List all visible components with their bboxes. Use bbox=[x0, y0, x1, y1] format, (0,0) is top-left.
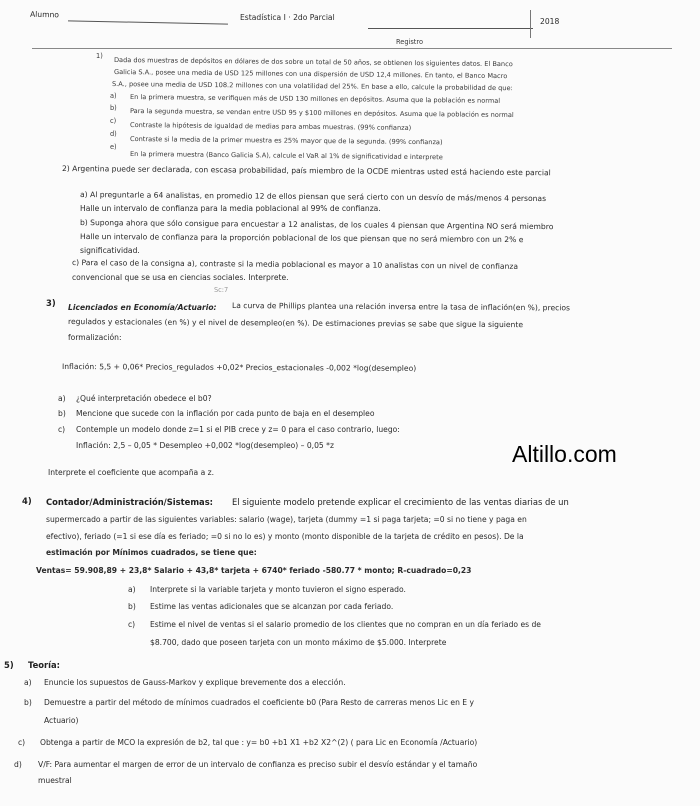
q4-line: estimación por Mínimos cuadrados, se tiene que: bbox=[46, 548, 257, 557]
q3-item-label: c) bbox=[58, 425, 66, 434]
q4-item-text: Estime el nivel de ventas si el salario promedio de los clientes que no compran en un día feriado es de bbox=[150, 620, 541, 629]
q5-item-label: a) bbox=[24, 678, 32, 687]
q2-b-line: b) Suponga ahora que sólo consigue para encuestar a 12 analistas, de los cuales 4 piensan que Argentina NO será miembro bbox=[79, 218, 554, 232]
alumno-line bbox=[68, 20, 228, 24]
q5-item-text: V/F: Para aumentar el margen de error de un intervalo de confianza es preciso subir el desvío estándar y el tamaño bbox=[38, 760, 478, 769]
q3-line: La curva de Phillips plantea una relación inversa entre la tasa de inflación(en %), precios bbox=[231, 301, 571, 313]
q5-item-text: Obtenga a partir de MCO la expresión de b2, tal que : y= b0 +b1 X1 +b2 X2^(2) ( para Lic en Economía /Actuario) bbox=[40, 738, 478, 747]
q2-c-line: c) Para el caso de la consigna a), contraste si la media poblacional es mayor a 10 analistas con un nivel de confianza bbox=[71, 258, 519, 271]
q2-a-line: a) Al preguntarle a 64 analistas, en promedio 12 de ellos piensan que será cierto con un desvío de más/menos 4 personas bbox=[79, 190, 547, 204]
q3-line: regulados y estacionales (en %) y el nivel de desempleo(en %). De estimaciones previas se sabe que sigue la siguiente bbox=[67, 317, 524, 330]
q5-item-label: c) bbox=[18, 738, 26, 747]
q4-heading: Contador/Administración/Sistemas: bbox=[46, 497, 214, 507]
q4-line: supermercado a partir de las siguientes variables: salario (wage), tarjeta (dummy =1 si paga tarjeta; =0 si no tiene y paga en bbox=[46, 515, 527, 524]
q5-item-text: Actuario) bbox=[44, 716, 79, 725]
q4-line: efectivo), feriado (=1 si ese día es feriado; =0 si no lo es) y monto (monto disponible de la tarjeta de crédito en pesos). De la bbox=[46, 532, 524, 541]
header-bottom-line bbox=[32, 48, 672, 49]
q1-item-text: Para la segunda muestra, se vendan entre USD 95 y $100 millones en depósitos. Asuma que la población es normal bbox=[129, 107, 514, 120]
q1-item-label: d) bbox=[110, 130, 117, 138]
handwritten-scribble: Sc:7 bbox=[214, 286, 229, 294]
q2-intro: 2) Argentina puede ser declarada, con escasa probabilidad, país miembro de la OCDE mientras usted está haciendo este parcial bbox=[61, 164, 551, 178]
q1-item-text: Contraste si la media de la primer muestra es 25% mayor que de la segunda. (99% confianza) bbox=[129, 135, 443, 147]
q1-item-label: b) bbox=[110, 104, 117, 112]
exam-year: 2018 bbox=[540, 17, 560, 26]
q3-item-label: b) bbox=[58, 409, 66, 418]
q5-number: 5) bbox=[4, 660, 14, 670]
q5-heading: Teoría: bbox=[28, 660, 61, 670]
q3-formula-2: Inflación: 2,5 – 0,05 * Desempleo +0,002 *log(desempleo) – 0,05 *z bbox=[76, 441, 334, 450]
q4-number: 4) bbox=[22, 496, 32, 506]
q1-item-text: En la primera muestra, se verifiquen más de USD 130 millones en depósitos. Asuma que la población es normal bbox=[129, 93, 501, 105]
q3-interprete: Interprete el coeficiente que acompaña a z. bbox=[48, 468, 215, 477]
watermark-text: Altillo.com bbox=[512, 441, 617, 467]
q5-item-text: muestral bbox=[38, 776, 72, 785]
exam-title: Estadística I · 2do Parcial bbox=[240, 13, 335, 22]
q2-b-line: Halle un intervalo de confianza para la proporción poblacional de los que piensan que no será miembro con un 2% e bbox=[79, 232, 524, 245]
q1-line: S.A., posee una media de USD 108.2 millones con una volatilidad del 25%. En base a ello, calcule la probabilidad de que: bbox=[111, 80, 513, 93]
registro-label: Registro bbox=[396, 38, 423, 46]
q2-c-line: convencional que se usa en ciencias sociales. Interprete. bbox=[72, 273, 289, 282]
header-divider bbox=[530, 10, 531, 38]
q4-item-text: Estime las ventas adicionales que se alcanzan por cada feriado. bbox=[150, 602, 394, 611]
q5-item-text: Enuncie los supuestos de Gauss-Markov y explique brevemente dos a elección. bbox=[44, 678, 346, 687]
q1-item-label: e) bbox=[110, 143, 117, 151]
q1-item-text: En la primera muestra (Banco Galicia S.A), calcule el VaR al 1% de significatividad e interprete bbox=[129, 150, 443, 162]
q4-c-continuation: $8.700, dado que poseen tarjeta con un monto máximo de $5.000. Interprete bbox=[150, 638, 447, 647]
q3-item-text: ¿Qué interpretación obedece el b0? bbox=[76, 394, 212, 403]
q3-heading: Licenciados en Economía/Actuario: bbox=[68, 303, 217, 312]
q1-item-label: c) bbox=[110, 117, 117, 125]
q4-item-label: b) bbox=[128, 602, 136, 611]
q3-item-text: Mencione que sucede con la inflación por cada punto de baja en el desempleo bbox=[76, 409, 375, 418]
q2-b-line: significatividad. bbox=[80, 246, 140, 255]
q4-item-text: Interprete si la variable tarjeta y monto tuvieron el signo esperado. bbox=[150, 585, 406, 594]
alumno-label: Alumno bbox=[29, 9, 60, 20]
q4-formula: Ventas= 59.908,89 + 23,8* Salario + 43,8* tarjeta + 6740* feriado -580.77 * monto; R-cuadrado=0,23 bbox=[36, 566, 472, 575]
q1-line: Galicia S.A., posee una media de USD 125 millones con una dispersión de USD 12,4 millones. En tanto, el Banco Macro bbox=[113, 68, 508, 81]
q5-item-label: d) bbox=[14, 760, 22, 769]
q1-item-text: Contraste la hipótesis de igualdad de medias para ambas muestras. (99% confianza) bbox=[129, 121, 412, 132]
q2-a-line: Halle un intervalo de confianza para la media poblacional al 99% de confianza. bbox=[80, 204, 381, 213]
q4-item-label: c) bbox=[128, 620, 136, 629]
q4-item-label: a) bbox=[128, 585, 136, 594]
q3-item-label: a) bbox=[58, 394, 66, 403]
q5-item-text: Demuestre a partir del método de mínimos cuadrados el coeficiente b0 (Para Resto de carreras menos Lic en E y bbox=[44, 698, 475, 707]
title-underline bbox=[368, 28, 533, 29]
q4-line: El siguiente modelo pretende explicar el crecimiento de las ventas diarias de un bbox=[232, 497, 569, 507]
q1-item-label: a) bbox=[110, 92, 117, 100]
q1-line: Dada dos muestras de depósitos en dólares de dos sobre un total de 50 años, se obtienen los siguientes datos. El Banco bbox=[113, 56, 513, 69]
q5-item-label: b) bbox=[24, 698, 32, 707]
q3-number: 3) bbox=[46, 298, 56, 308]
q3-formula: Inflación: 5,5 + 0,06* Precios_regulados +0,02* Precios_estacionales -0,002 *log(desempleo) bbox=[61, 362, 417, 373]
q3-line: formalización: bbox=[68, 333, 122, 342]
q1-number: 1) bbox=[96, 52, 103, 60]
q3-item-text: Contemple un modelo donde z=1 si el PIB crece y z= 0 para el caso contrario, luego: bbox=[76, 425, 400, 434]
